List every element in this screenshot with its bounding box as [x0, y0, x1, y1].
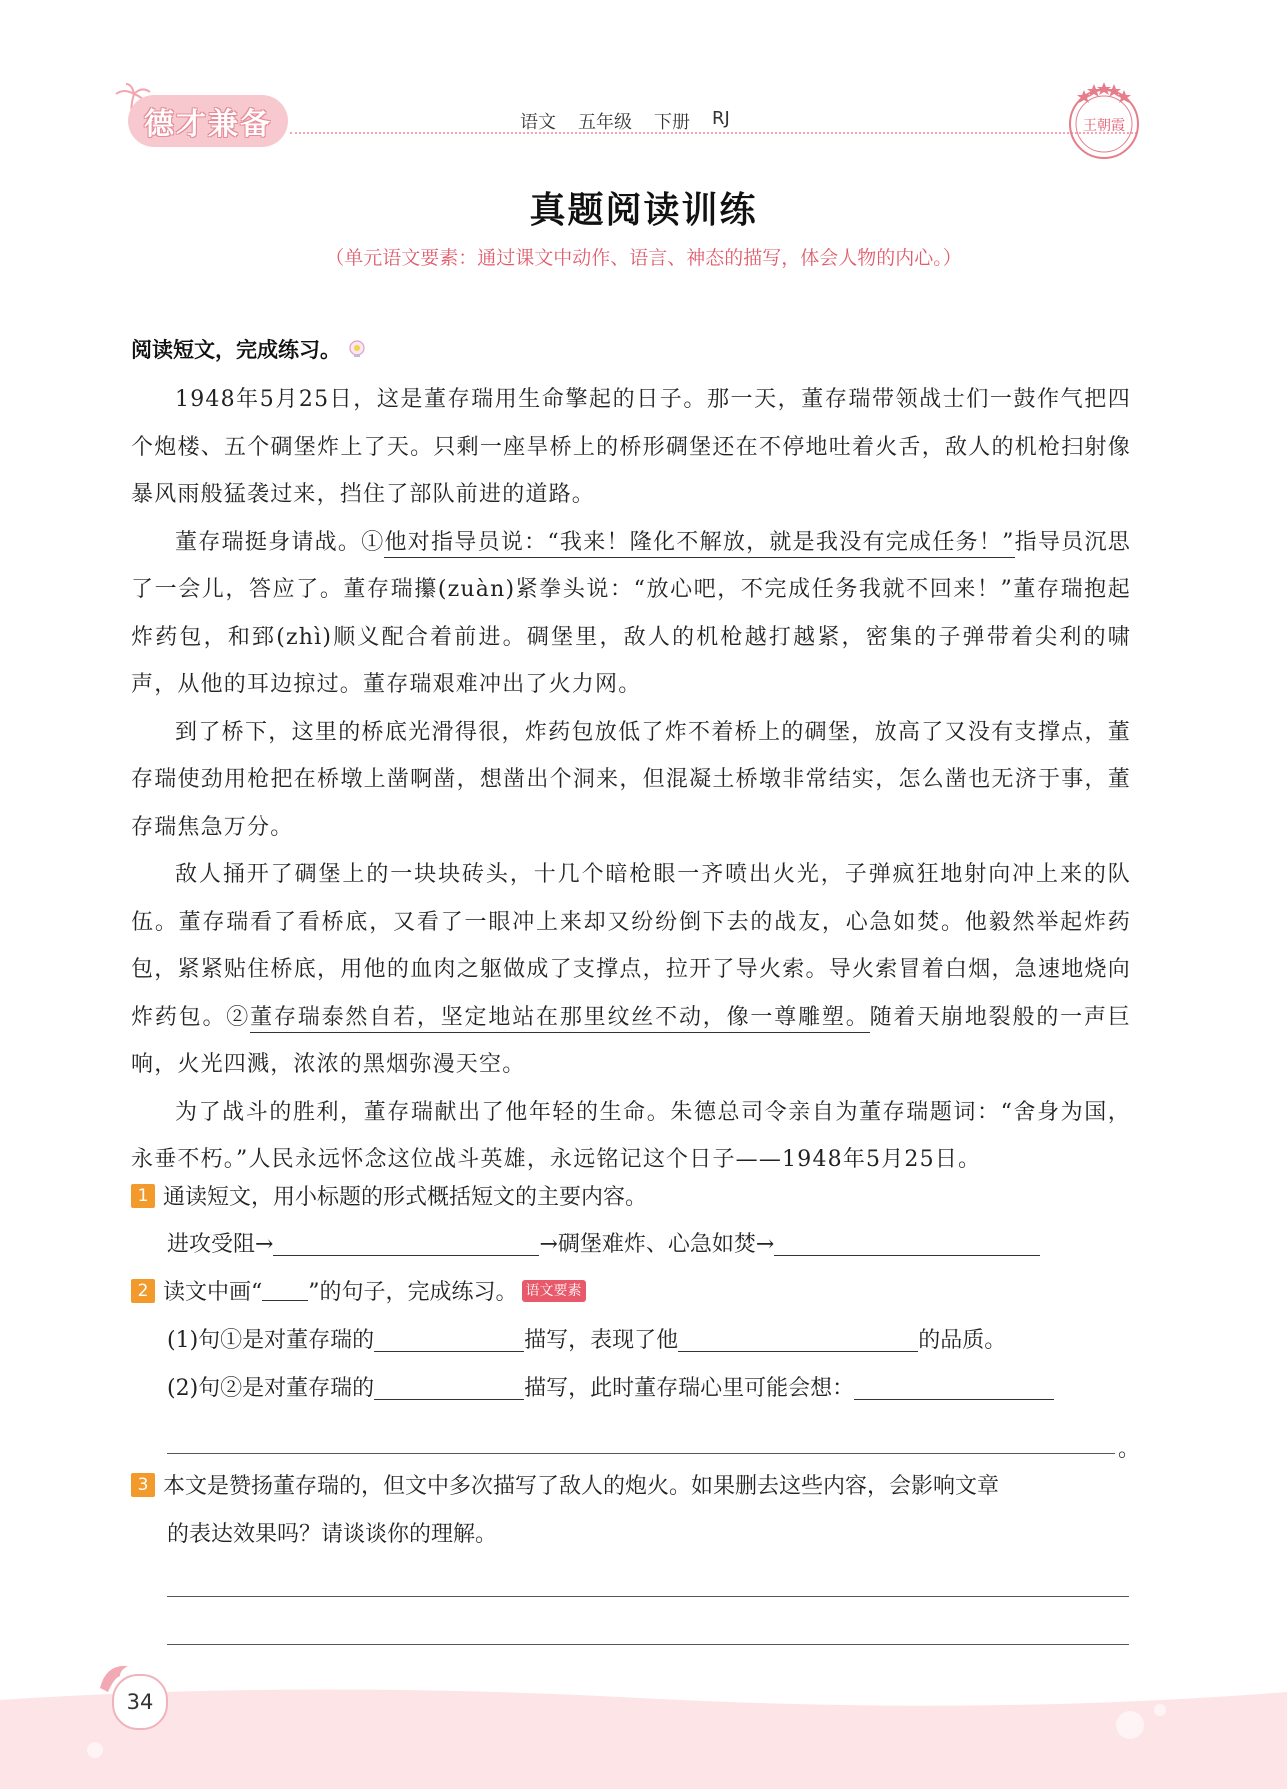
question-number-badge: 1 [131, 1184, 155, 1208]
q2-2-text-a: (2)句②是对董存瑞的 [167, 1376, 375, 1401]
q2-1-text-a: (1)句①是对董存瑞的 [167, 1328, 375, 1353]
paragraph-2 [131, 519, 1131, 709]
question-number-badge: 2 [131, 1279, 155, 1303]
q3-answer-line-2[interactable] [167, 1644, 1129, 1645]
q1-blank-2[interactable] [774, 1229, 1040, 1256]
book-meta [520, 108, 730, 134]
grade-label: 五年级 [578, 112, 632, 133]
q2-2-blank-2[interactable] [854, 1373, 1054, 1400]
reading-passage [131, 376, 1131, 1184]
seal-text: 王朝霞 [1083, 118, 1125, 134]
q2-2-blank-1[interactable] [374, 1373, 524, 1400]
q1-blank-1[interactable] [273, 1229, 539, 1256]
paragraph-2-intro: 董存瑞挺身请战。① [175, 529, 385, 555]
q2-2-text-b: 描写，此时董存瑞心里可能会想： [524, 1376, 855, 1401]
underlined-sentence-2: 董存瑞泰然自若，坚定地站在那里纹丝不动，像一尊雕塑。 [250, 1005, 869, 1033]
question-number-badge: 3 [131, 1473, 155, 1497]
q1-start-label: 进攻受阻→ [167, 1232, 274, 1257]
q2-1-blank-2[interactable] [678, 1325, 918, 1352]
reading-instruction [131, 334, 367, 364]
paragraph-4-intro: 敌人捅开了碉堡上的一块块砖头，十几个暗枪眼一齐喷出火光，子弹疯狂地射向冲上来的队伍。董存瑞看了看桥底，又看了一眼冲上来却又纷纷倒下去的战友，心急如焚。他毅然举起炸药包，紧紧贴住桥底，用他的血肉之躯做成了支撑点，拉开了导火索。导火索冒着白烟，急速地烧向炸药包。② [131, 862, 1131, 1030]
paragraph-4-rest: 随着天崩地裂般的一声巨响，火光四溅，浓浓的黑烟弥漫天空。 [131, 1004, 1132, 1077]
q2-2-end [1118, 1432, 1140, 1463]
brand-logo [128, 95, 288, 147]
q1-mid-label: →碉堡难炸、心急如焚→ [539, 1232, 775, 1257]
lightbulb-icon [347, 339, 367, 359]
paragraph-4 [131, 851, 1131, 1089]
subject-label: 语文 [520, 112, 556, 133]
question-2-2 [167, 1371, 1054, 1402]
brand-text: 德才兼备 [144, 107, 272, 142]
unit-requirement: （单元语文要素：通过课文中动作、语言、神态的描写，体会人物的内心。） [325, 247, 962, 269]
question-1 [131, 1180, 647, 1211]
paragraph-5: 为了战斗的胜利，董存瑞献出了他年轻的生命。朱德总司令亲自为董存瑞题词：“舍身为国，永垂不朽。”人民永远怀念这位战斗英雄，永远铭记这个日子——1948年5月25日。 [131, 1099, 1131, 1172]
question-1-answer-row [167, 1227, 1040, 1258]
q3-answer-line-1[interactable] [167, 1596, 1129, 1597]
question-3-line-1: 本文是赞扬董存瑞的，但文中多次描写了敌人的炮火。如果删去这些内容，会影响文章 [163, 1474, 1000, 1499]
page-title: 真题阅读训练 [529, 190, 758, 231]
q2-1-blank-1[interactable] [374, 1325, 524, 1352]
question-2-text-a: 读文中画“ [163, 1280, 263, 1305]
underline-sample [262, 1280, 308, 1301]
question-2-1 [167, 1323, 1006, 1354]
q2-1-text-b: 描写，表现了他 [524, 1328, 679, 1353]
page-number: 34 [112, 1674, 168, 1730]
paragraph-3: 到了桥下，这里的桥底光滑得很，炸药包放低了炸不着桥上的碉堡，放高了又没有支撑点，董存瑞使劲用枪把在桥墩上凿啊凿，想凿出个洞来，但混凝土桥墩非常结实，怎么凿也无济于事，董存瑞焦急万分。 [131, 719, 1131, 840]
instruction-text: 阅读短文，完成练习。 [131, 338, 341, 362]
question-2-text-b: ”的句子，完成练习。 [308, 1280, 518, 1305]
volume-label: 下册 [654, 112, 690, 133]
q2-2-answer-line[interactable] [167, 1453, 1115, 1454]
language-element-tag: 语文要素 [522, 1280, 586, 1302]
question-3 [131, 1469, 999, 1500]
question-3-line-2-row [167, 1517, 497, 1548]
q2-1-text-c: 的品质。 [918, 1328, 1007, 1353]
author-seal-icon [1062, 78, 1146, 162]
edition-label: RJ [712, 108, 730, 129]
question-3-line-2: 的表达效果吗？请谈谈你的理解。 [167, 1522, 498, 1547]
question-2 [131, 1275, 586, 1306]
paragraph-1: 1948年5月25日，这是董存瑞用生命擎起的日子。那一天，董存瑞带领战士们一鼓作气把四个炮楼、五个碉堡炸上了天。只剩一座旱桥上的桥形碉堡还在不停地吐着火舌，敌人的机枪扫射像暴风雨般猛袭过来，挡住了部队前进的道路。 [131, 387, 1131, 507]
underlined-sentence-1: 他对指导员说：“我来！隆化不解放，就是我没有完成任务！” [384, 530, 1014, 558]
footer-wave-decoration [0, 1680, 1287, 1789]
question-1-text: 通读短文，用小标题的形式概括短文的主要内容。 [163, 1185, 648, 1210]
paragraph-2-rest: 指导员沉思了一会儿，答应了。董存瑞攥(zuàn)紧拳头说：“放心吧，不完成任务我就不回来！”董存瑞抱起炸药包，和郅(zhì)顺义配合着前进。碉堡里，敌人的机枪越打越紧，密集的子弹带着尖利的啸声，从他的耳边掠过。董存瑞艰难冲出了火力网。 [131, 529, 1131, 697]
q2-2-end-mark: 。 [1118, 1437, 1141, 1462]
page-header [0, 0, 1287, 160]
